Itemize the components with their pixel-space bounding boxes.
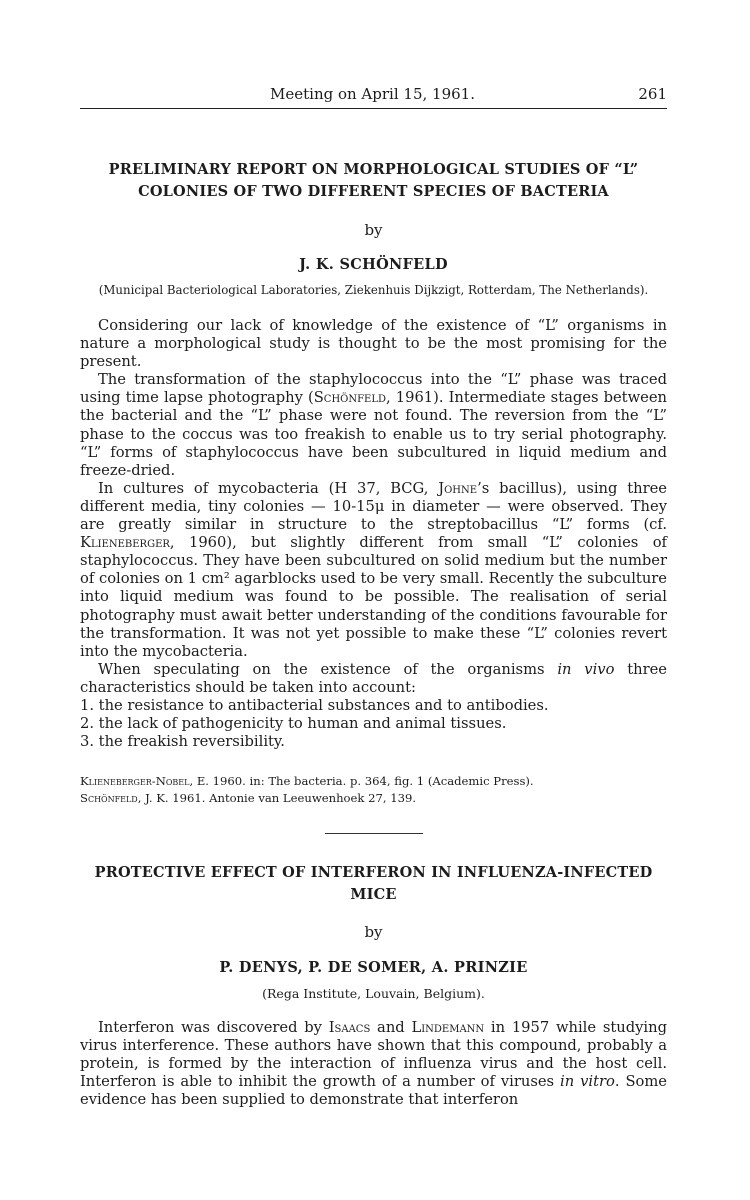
citation-klieneberger: Klieneberger [80,534,170,552]
article1-paragraph-3: In cultures of mycobacteria (H 37, BCG, Johne’s bacillus), using three different media, tiny colonies — 10-15μ in diameter — were observed. They are greatly similar in structure to the streptobacillus “L” forms (cf. Klieneberger, 1960), but slightly different from small “L” colonies of staphylococcus. They have been subcultured on solid medium but the number of colonies on 1 cm² agarblocks used to be very small. Recently the subculture into liquid medium was found to be possible. The realisation of serial photography must await better understanding of the conditions favourable for the transformation. It was not yet possible to make these “L” colonies revert into the mycobacteria. [80,479,667,660]
article1-title [80,159,667,203]
article2-body [80,1019,667,1109]
article2-title-line1: PROTECTIVE EFFECT OF INTERFERON IN INFLUENZA-INFECTED [94,864,653,881]
running-head [80,84,667,106]
article2-authors: P. DENYS, P. DE SOMER, A. PRINZIE [219,959,528,976]
running-head-title: Meeting on April 15, 1961. [270,85,475,103]
citation-johne: Johne [438,479,478,497]
article1-body [80,317,667,751]
section-divider [325,833,423,834]
italic-in-vivo: in vivo [557,660,615,678]
article2-title [80,862,667,906]
characteristics-list [80,697,667,751]
article2-by: by [364,923,383,941]
reference-2: Schönfeld, J. K. 1961. Antonie van Leeuwenhoek 27, 139. [80,791,417,805]
article1-author: J. K. SCHÖNFELD [299,256,448,273]
article1-affiliation: (Municipal Bacteriological Laboratories, Ziekenhuis Dijkzigt, Rotterdam, The Netherlands). [98,283,649,297]
article1-title-line2: COLONIES OF TWO DIFFERENT SPECIES OF BACTERIA [138,183,609,200]
article1-paragraph-4: When speculating on the existence of the organisms in vivo three characteristics should be taken into account: [80,660,667,696]
reference-1: Klieneberger-Nobel, E. 1960. in: The bacteria. p. 364, fig. 1 (Academic Press). [80,774,534,788]
italic-in-vitro: in vitro [560,1073,615,1091]
list-item: 1. the resistance to antibacterial substances and to antibodies. [80,696,549,714]
list-item: 2. the lack of pathogenicity to human and animal tissues. [80,715,507,733]
citation-schonfeld: Schönfeld [313,389,387,407]
article1-paragraph-2: The transformation of the staphylococcus into the “L” phase was traced using time lapse photography (Schönfeld, 1961). Intermediate stages between the bacterial and the “L” phase were not found. The reversion from the “L” phase to the coccus was too freakish to enable us to try serial photography. “L” forms of staphylococcus have been subcultured in liquid medium and freeze-dried. [80,371,667,479]
article2-title-line2: MICE [350,886,397,903]
article2-affiliation: (Rega Institute, Louvain, Belgium). [262,986,485,1001]
article1-paragraph-1: Considering our lack of knowledge of the existence of “L” organisms in nature a morphological study is thought to be the most promising for the present. [80,317,667,371]
citation-lindemann: Lindemann [411,1019,485,1036]
page-number: 261 [638,85,667,103]
header-rule [80,108,667,109]
list-item: 3. the freakish reversibility. [80,733,285,751]
article1-references [80,773,667,807]
article1-by: by [364,221,383,239]
article1-title-line1: PRELIMINARY REPORT ON MORPHOLOGICAL STUDIES OF “L” [108,161,639,178]
article2-paragraph-1: Interferon was discovered by Isaacs and Lindemann in 1957 while studying virus interference. These authors have shown that this compound, probably a protein, is formed by the interaction of influenza virus and the host cell. Interferon is able to inhibit the growth of a number of viruses in vitro. Some evidence has been supplied to demonstrate that interferon [80,1019,667,1109]
citation-isaacs: Isaacs [328,1019,371,1036]
